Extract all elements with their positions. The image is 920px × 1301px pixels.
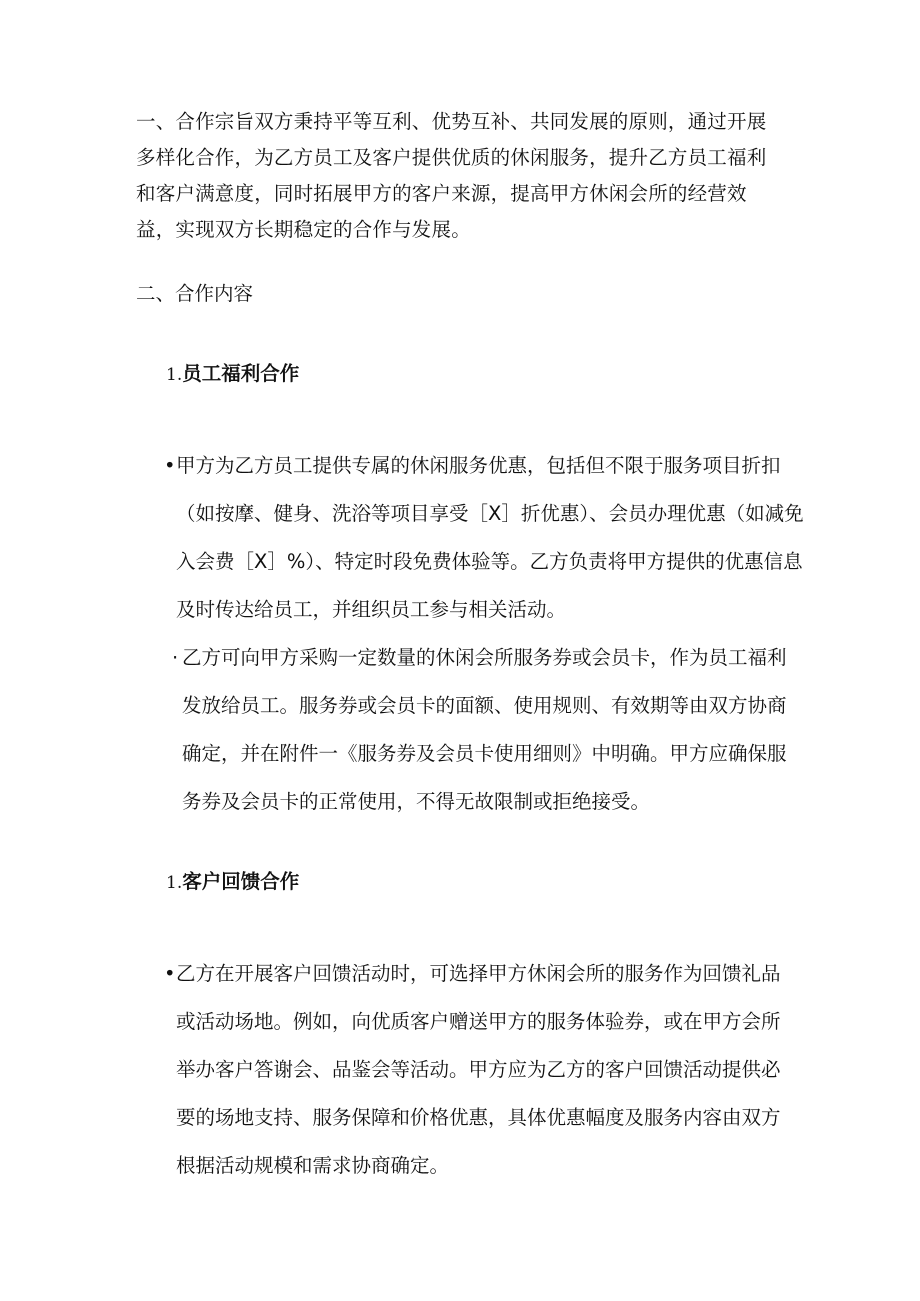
intro-paragraph: 一、合作宗旨双方秉持平等互利、优势互补、共同发展的原则，通过开展多样化合作，为乙方员工及客户提供优质的休闲服务，提升乙方员工福利和客户满意度，同时拓展甲方的客户来源，提高甲方休闲会所的经营效益，实现双方长期稳定的合作与发展。 [136, 110, 767, 241]
list-item [172, 634, 794, 826]
list-item [164, 442, 816, 634]
bullet-icon: • [164, 962, 176, 985]
subsection-title: 客户回馈合作 [182, 870, 300, 893]
bullet-icon: · [172, 646, 179, 669]
subsection-title: 员工福利合作 [182, 362, 300, 385]
subsection-number: 1. [166, 873, 183, 893]
bullet-icon: • [164, 454, 176, 477]
list-item-text: 乙方在开展客户回馈活动时，可选择甲方休闲会所的服务作为回馈礼品或活动场地。例如，向优质客户赠送甲方的服务体验券，或在甲方会所举办客户答谢会、品鉴会等活动。甲方应为乙方的客户回馈活动提供必要的场地支持、服务保障和价格优惠，具体优惠幅度及服务内容由双方根据活动规模和需求协商确定。 [176, 962, 781, 1177]
section-two-heading: 二、合作内容 [136, 282, 254, 305]
subsection-heading-customer-rewards [166, 864, 299, 901]
list-item [164, 950, 788, 1190]
subsection-heading-employee-benefits [166, 356, 299, 393]
list-item-text: 乙方可向甲方采购一定数量的休闲会所服务券或会员卡，作为员工福利发放给员工。服务券或会员卡的面额、使用规则、有效期等由双方协商确定，并在附件一《服务券及会员卡使用细则》中明确。甲方应确保服务券及会员卡的正常使用，不得无故限制或拒绝接受。 [182, 646, 787, 813]
subsection-number: 1. [166, 365, 183, 385]
list-item-text: 甲方为乙方员工提供专属的休闲服务优惠，包括但不限于服务项目折扣（如按摩、健身、洗浴等项目享受［X］折优惠）、会员办理优惠（如减免入会费［X］%）、特定时段免费体验等。乙方负责将甲方提供的优惠信息及时传达给员工，并组织员工参与相关活动。 [176, 454, 804, 621]
